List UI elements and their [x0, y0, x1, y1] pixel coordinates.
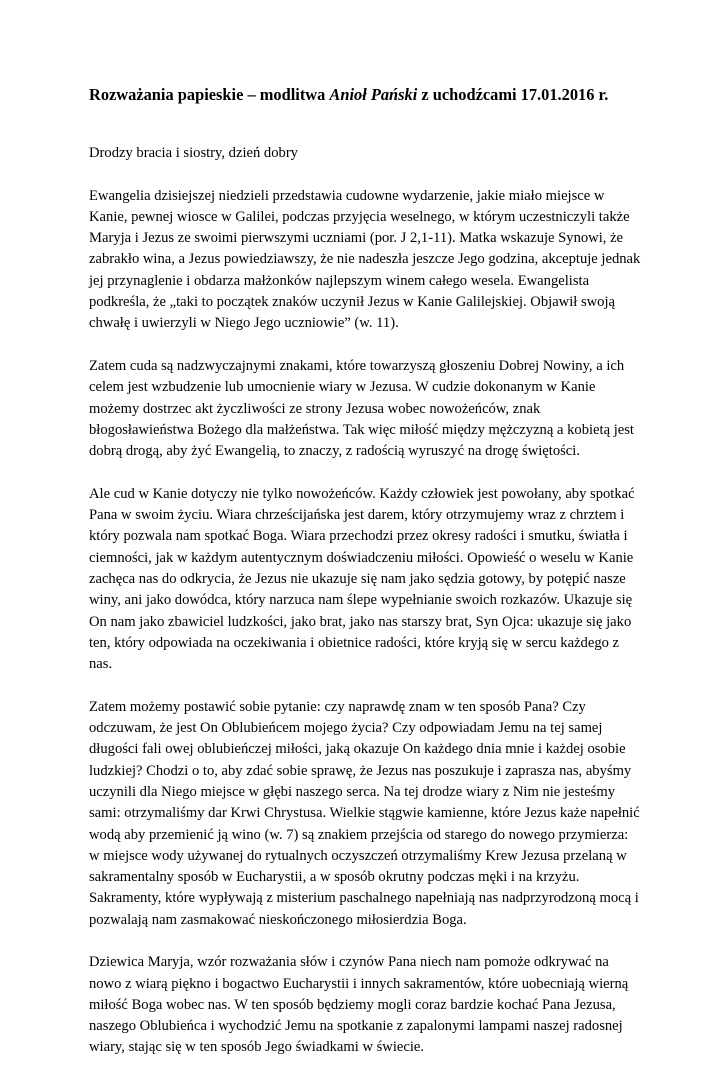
- title-part-2: z uchodźcami 17.01.2016 r.: [417, 85, 609, 104]
- title-italic: Anioł Pański: [329, 85, 418, 104]
- document-title: [89, 84, 641, 106]
- paragraph-2: Zatem cuda są nadzwyczajnymi znakami, które towarzyszą głoszeniu Dobrej Nowiny, a ich celem jest wzbudzenie lub umocnienie wiary w Jezusa. W cudzie dokonanym w Kanie możemy dostrzec akt życzliwości ze strony Jezusa wobec nowożeńców, znak błogosławieństwa Bożego dla małżeństwa. Tak więc miłość między mężczyzną a kobietą jest dobrą drogą, aby żyć Ewangelią, to znaczy, z radością wyruszyć na drogę świętości.: [89, 357, 634, 460]
- document-page: [89, 84, 641, 1080]
- paragraph-1: Ewangelia dzisiejszej niedzieli przedstawia cudowne wydarzenie, jakie miało miejsce w Kanie, pewnej wiosce w Galilei, podczas przyjęcia weselnego, w którym uczestniczyli także Maryja i Jezus ze swoimi pierwszymi uczniami (por. J 2,1-11). Matka wskazuje Synowi, że zabrakło wina, a Jezus powiedziawszy, że nie nadeszła jeszcze Jego godzina, akceptuje jednak jej przynaglenie i obdarza małżonków najlepszym winem całego wesela. Ewangelista podkreśla, że „taki to początek znaków uczynił Jezus w Kanie Galilejskiej. Objawił swoją chwałę i uwierzyli w Niego Jego uczniowie” (w. 11).: [89, 187, 641, 332]
- paragraph-4: Zatem możemy postawić sobie pytanie: czy naprawdę znam w ten sposób Pana? Czy odczuwam, że jest On Oblubieńcem mojego życia? Czy odpowiadam Jemu na tej samej długości fali owej oblubieńczej miłości, jaką okazuje On każdego dnia mnie i każdej osobie ludzkiej? Chodzi o to, aby zdać sobie sprawę, że Jezus nas poszukuje i zaprasza nas, abyśmy uczynili dla Niego miejsce w głębi naszego serca. Na tej drodze wiary z Nim nie jesteśmy sami: otrzymaliśmy dar Krwi Chrystusa. Wielkie stągwie kamienne, które Jezus każe napełnić wodą aby przemienić ją wino (w. 7) są znakiem przejścia od starego do nowego przymierza: w miejsce wody używanej do rytualnych oczyszczeń otrzymaliśmy Krew Jezusa przelaną w sakramentalny sposób w Eucharystii, a w sposób okrutny podczas męki i na krzyżu. Sakramenty, które wypływają z misterium paschalnego napełniają nas nadprzyrodzoną mocą i pozwalają nam zasmakować nieskończonego miłosierdzia Boga.: [89, 698, 640, 928]
- paragraph-5: Dziewica Maryja, wzór rozważania słów i czynów Pana niech nam pomoże odkrywać na nowo z wiarą piękno i bogactwo Eucharystii i innych sakramentów, które uobecniają wierną miłość Boga wobec nas. W ten sposób będziemy mogli coraz bardzie kochać Pana Jezusa, naszego Oblubieńca i wychodzić Jemu na spotkanie z zapalonymi lampami naszej radosnej wiary, stając się w ten sposób Jego świadkami w świecie.: [89, 954, 629, 1056]
- paragraph-3: Ale cud w Kanie dotyczy nie tylko nowożeńców. Każdy człowiek jest powołany, aby spotkać Pana w swoim życiu. Wiara chrześcijańska jest darem, który otrzymujemy wraz z chrztem i który pozwala nam spotkać Boga. Wiara przechodzi przez okresy radości i smutku, światła i ciemności, jak w każdym autentycznym doświadczeniu miłości. Opowieść o weselu w Kanie zachęca nas do odkrycia, że Jezus nie ukazuje się nam jako sędzia gotowy, by potępić nasze winy, ani jako dowódca, który narzuca nam ślepe wypełnianie swoich rozkazów. Ukazuje się On nam jako zbawiciel ludzkości, jako brat, jako nas starszy brat, Syn Ojca: ukazuje się jako ten, który odpowiada na oczekiwania i obietnice radości, które kryją się w sercu każdego z nas.: [89, 485, 635, 673]
- title-part-1: Rozważania papieskie – modlitwa: [89, 85, 330, 104]
- greeting: Drodzy bracia i siostry, dzień dobry: [89, 145, 298, 161]
